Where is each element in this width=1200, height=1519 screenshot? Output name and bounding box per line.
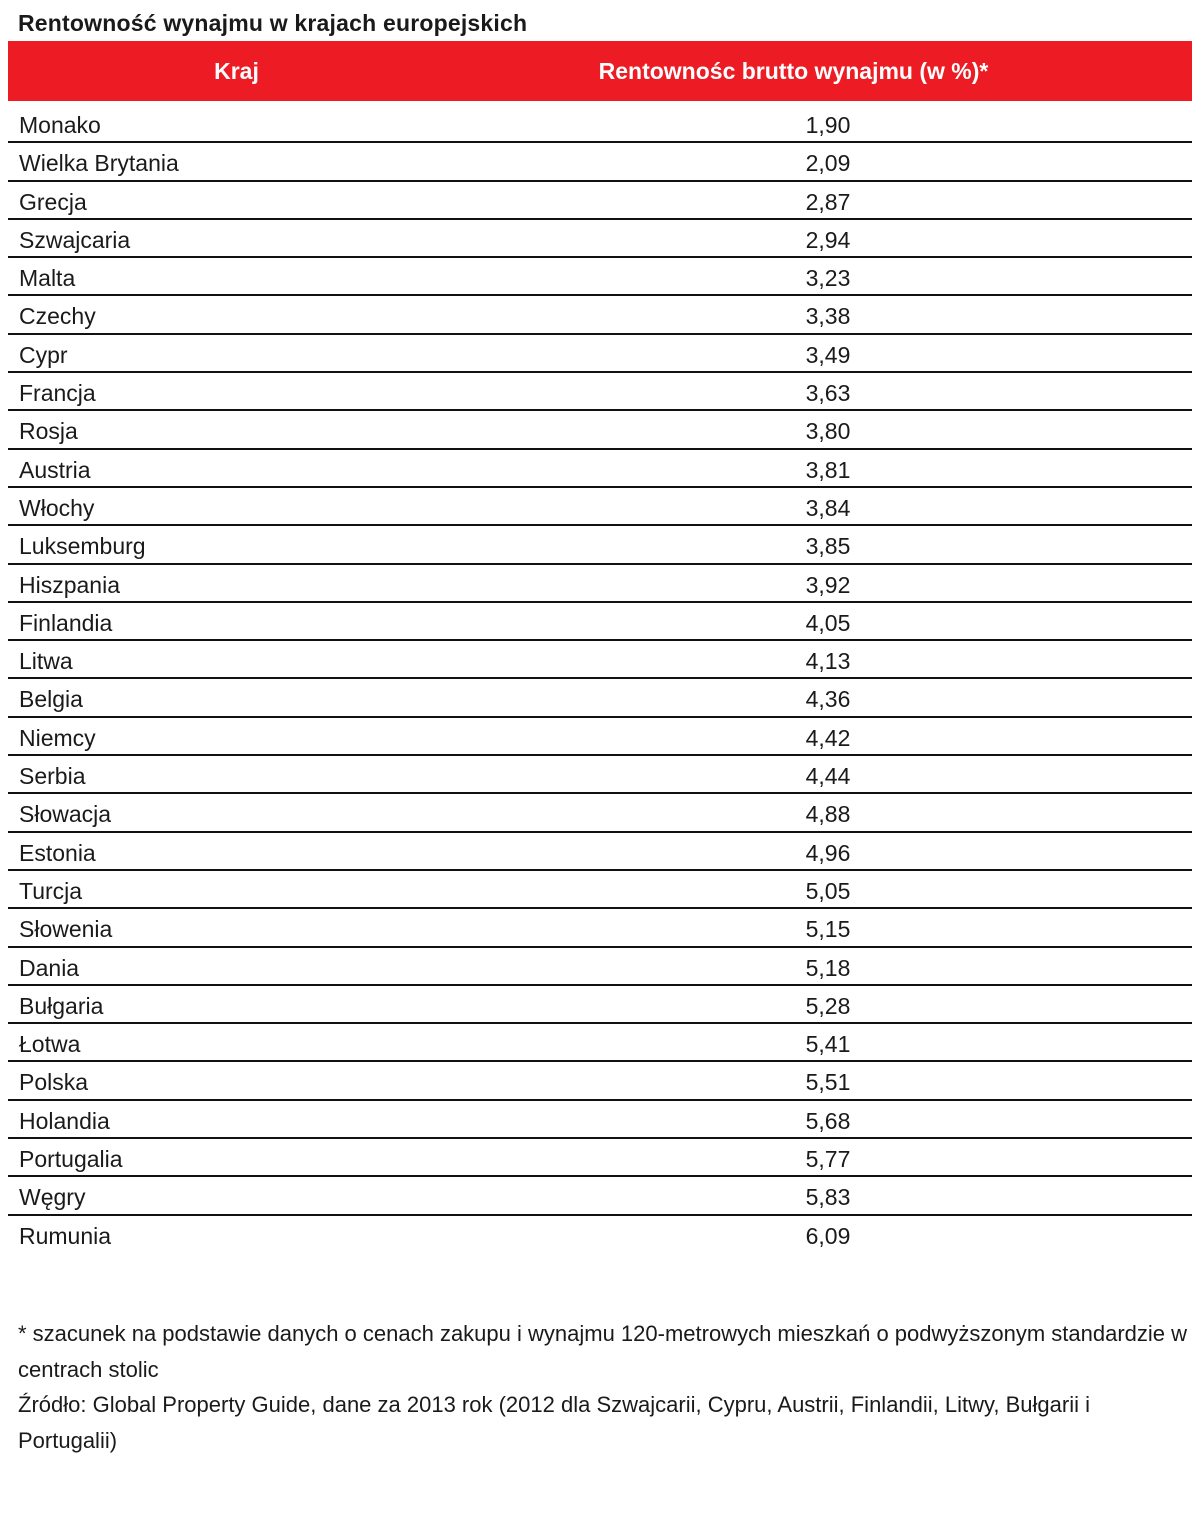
table-row: [8, 1024, 1192, 1062]
yield-cell: 4,05: [805, 609, 851, 636]
yield-cell: 2,87: [805, 188, 851, 215]
country-cell: Portugalia: [19, 1146, 123, 1173]
yield-cell: 3,81: [805, 456, 851, 483]
country-cell: Estonia: [19, 839, 96, 866]
table-row: [8, 220, 1192, 258]
country-cell: Bułgaria: [19, 992, 104, 1019]
country-cell: Holandia: [19, 1107, 110, 1134]
country-cell: Rosja: [19, 418, 78, 445]
yield-cell: 4,96: [805, 839, 851, 866]
country-cell: Turcja: [19, 877, 83, 904]
yield-cell: 4,42: [805, 724, 851, 751]
table-row: [8, 335, 1192, 373]
yield-cell: 2,09: [805, 150, 851, 177]
table-row: [8, 373, 1192, 411]
yield-cell: 5,68: [805, 1107, 851, 1134]
yield-cell: 5,05: [805, 877, 851, 904]
country-cell: Luksemburg: [19, 533, 146, 560]
table-row: [8, 105, 1192, 143]
table-row: [8, 603, 1192, 641]
table-body: [8, 105, 1192, 1254]
country-cell: Austria: [19, 456, 91, 483]
country-cell: Słowenia: [19, 916, 113, 943]
yield-cell: 4,13: [805, 648, 851, 675]
table-title: Rentowność wynajmu w krajach europejskich: [18, 10, 528, 36]
header-yield: Rentownośc brutto wynajmu (w %)*: [598, 57, 989, 84]
country-cell: Dania: [19, 954, 80, 981]
country-cell: Czechy: [19, 303, 96, 330]
yield-cell: 6,09: [805, 1222, 851, 1249]
yield-cell: 3,84: [805, 494, 851, 521]
yield-cell: 4,36: [805, 686, 851, 713]
table-row: [8, 143, 1192, 181]
country-cell: Niemcy: [19, 724, 96, 751]
country-cell: Włochy: [19, 494, 95, 521]
footnote-note: * szacunek na podstawie danych o cenach zakupu i wynajmu 120-metrowych mieszkań o podwyższonym standardzie w centrach stolic: [18, 1321, 1188, 1382]
table-row: [8, 411, 1192, 449]
country-cell: Węgry: [19, 1184, 86, 1211]
yield-cell: 3,23: [805, 265, 851, 292]
country-cell: Cypr: [19, 341, 68, 368]
country-cell: Wielka Brytania: [19, 150, 179, 177]
table-row: [8, 450, 1192, 488]
table-row: [8, 258, 1192, 296]
footnote: [18, 1316, 1193, 1458]
yield-cell: 3,49: [805, 341, 851, 368]
country-cell: Rumunia: [19, 1222, 112, 1249]
country-cell: Finlandia: [19, 609, 113, 636]
country-cell: Serbia: [19, 763, 86, 790]
table-row: [8, 718, 1192, 756]
yield-cell: 1,90: [805, 112, 851, 138]
table-row: [8, 641, 1192, 679]
table-row: [8, 1139, 1192, 1177]
yield-cell: 4,44: [805, 763, 851, 790]
table-row: [8, 488, 1192, 526]
table-row: [8, 833, 1192, 871]
table-row: [8, 296, 1192, 334]
country-cell: Łotwa: [19, 1031, 81, 1058]
rental-yield-table: [8, 41, 1192, 1254]
table-row: [8, 679, 1192, 717]
yield-cell: 4,88: [805, 801, 851, 828]
country-cell: Słowacja: [19, 801, 112, 828]
country-cell: Hiszpania: [19, 571, 120, 598]
yield-cell: 3,38: [805, 303, 851, 330]
yield-cell: 5,15: [805, 916, 851, 943]
country-cell: Grecja: [19, 188, 87, 215]
country-cell: Litwa: [19, 648, 73, 675]
table-row: [8, 526, 1192, 564]
table-row: [8, 182, 1192, 220]
table-row: [8, 565, 1192, 603]
country-cell: Szwajcaria: [19, 226, 131, 253]
country-cell: Polska: [19, 1069, 89, 1096]
country-cell: Belgia: [19, 686, 83, 713]
table-row: [8, 909, 1192, 947]
table-row: [8, 871, 1192, 909]
country-cell: Malta: [19, 265, 76, 292]
yield-cell: 3,92: [805, 571, 851, 598]
yield-cell: 2,94: [805, 226, 851, 253]
table-header: [8, 41, 1192, 101]
table-row: [8, 756, 1192, 794]
yield-cell: 3,80: [805, 418, 851, 445]
yield-cell: 5,77: [805, 1146, 851, 1173]
yield-cell: 5,83: [805, 1184, 851, 1211]
header-country: Kraj: [214, 57, 259, 84]
table-row: [8, 1062, 1192, 1100]
yield-cell: 5,28: [805, 992, 851, 1019]
table-row: [8, 986, 1192, 1024]
yield-cell: 5,51: [805, 1069, 851, 1096]
yield-cell: 5,41: [805, 1031, 851, 1058]
table-row: [8, 1216, 1192, 1254]
table-row: [8, 1177, 1192, 1215]
table-row: [8, 1101, 1192, 1139]
yield-cell: 3,85: [805, 533, 851, 560]
yield-cell: 5,18: [805, 954, 851, 981]
table-row: [8, 948, 1192, 986]
country-cell: Monako: [19, 112, 101, 138]
country-cell: Francja: [19, 380, 96, 407]
table-row: [8, 794, 1192, 832]
yield-cell: 3,63: [805, 380, 851, 407]
footnote-source: Źródło: Global Property Guide, dane za 2013 rok (2012 dla Szwajcarii, Cypru, Austrii, Finlandii, Litwy, Bułgarii i Portugalii): [18, 1392, 1090, 1453]
